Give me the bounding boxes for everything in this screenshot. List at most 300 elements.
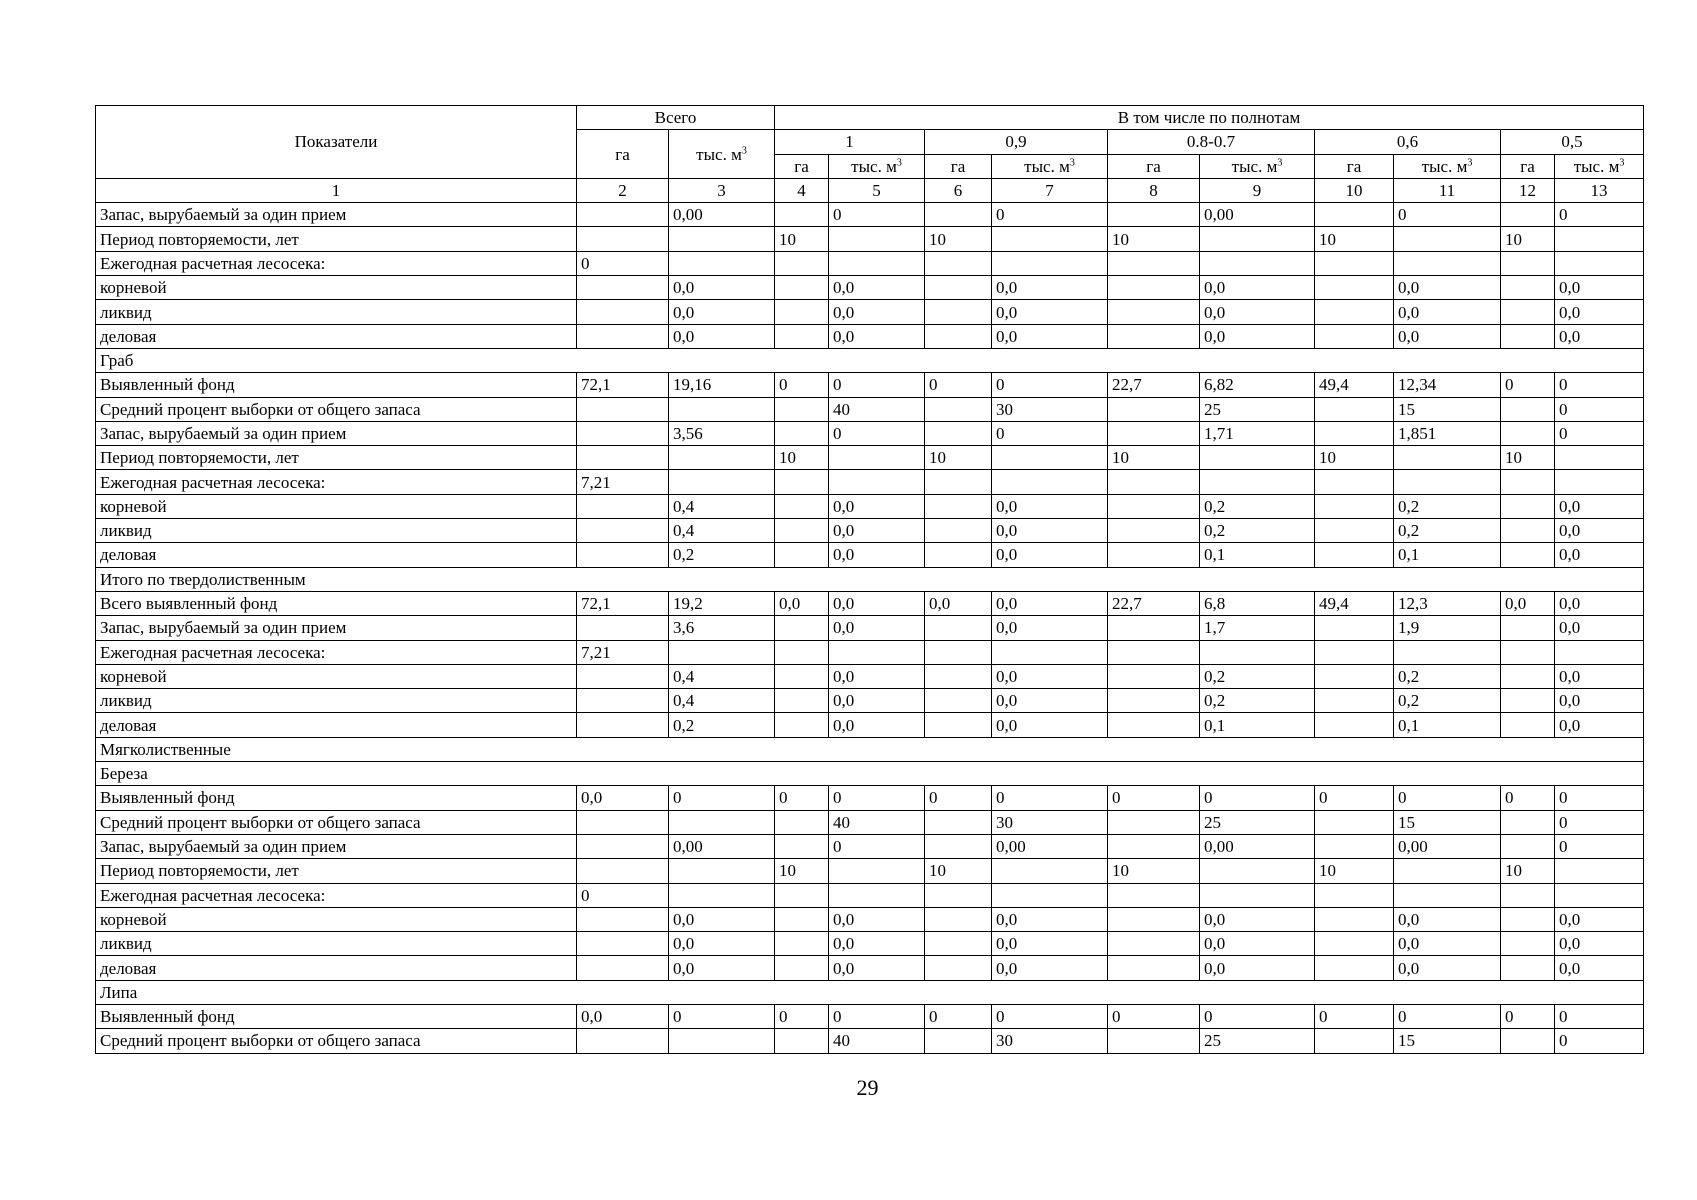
table-cell: 49,4 (1315, 373, 1394, 397)
table-cell: 0,2 (669, 543, 775, 567)
table-cell (829, 470, 925, 494)
table-cell (1501, 543, 1555, 567)
column-number: 5 (829, 178, 925, 202)
stock-table (95, 105, 1644, 1054)
table-cell (1315, 664, 1394, 688)
table-cell: 0,0 (992, 300, 1108, 324)
table-cell: 10 (1108, 446, 1200, 470)
row-label: Средний процент выборки от общего запаса (96, 1029, 577, 1053)
table-cell: 72,1 (577, 591, 669, 615)
table-cell (992, 859, 1108, 883)
table-cell: 0 (1555, 1004, 1644, 1028)
table-cell: 0,0 (992, 543, 1108, 567)
table-cell (925, 713, 992, 737)
table-cell (1315, 300, 1394, 324)
table-cell (1200, 640, 1315, 664)
table-cell (925, 421, 992, 445)
table-cell: 12,34 (1394, 373, 1501, 397)
header-volume: тыс. $м^3$ (829, 154, 925, 178)
table-cell (1108, 300, 1200, 324)
header-density-0-6: 0,6 (1315, 130, 1501, 154)
table-row (96, 227, 1644, 251)
table-cell (775, 1029, 829, 1053)
row-label: Ежегодная расчетная лесосека: (96, 640, 577, 664)
table-cell: 1,71 (1200, 421, 1315, 445)
table-cell (1501, 713, 1555, 737)
column-number-row (96, 178, 1644, 202)
table-cell: 0,0 (669, 324, 775, 348)
row-label: корневой (96, 276, 577, 300)
table-cell: 0,0 (669, 932, 775, 956)
table-cell (775, 640, 829, 664)
table-row (96, 251, 1644, 275)
table-cell (1501, 1029, 1555, 1053)
table-cell: 0 (1501, 1004, 1555, 1028)
table-cell (925, 664, 992, 688)
row-label: Выявленный фонд (96, 373, 577, 397)
table-cell (1501, 883, 1555, 907)
table-cell: 0,0 (1394, 276, 1501, 300)
table-cell: 0 (1555, 373, 1644, 397)
table-cell (775, 470, 829, 494)
row-label: Выявленный фонд (96, 786, 577, 810)
table-cell: 10 (925, 227, 992, 251)
table-cell: 10 (1315, 446, 1394, 470)
row-label: Ежегодная расчетная лесосека: (96, 883, 577, 907)
header-density-0-8-0-7: 0.8-0.7 (1108, 130, 1315, 154)
table-cell (925, 810, 992, 834)
table-cell: 0,0 (992, 907, 1108, 931)
table-cell (577, 616, 669, 640)
table-cell: 0 (1394, 203, 1501, 227)
table-cell: 49,4 (1315, 591, 1394, 615)
table-cell (669, 883, 775, 907)
table-cell: 0,4 (669, 664, 775, 688)
table-cell (1108, 1029, 1200, 1053)
table-cell (577, 494, 669, 518)
table-cell: 0 (829, 421, 925, 445)
table-cell: 0,00 (669, 203, 775, 227)
table-cell (577, 203, 669, 227)
table-cell: 3,6 (669, 616, 775, 640)
table-cell: 0,0 (1394, 324, 1501, 348)
table-cell: 0,0 (1394, 956, 1501, 980)
table-cell (829, 227, 925, 251)
table-cell (775, 689, 829, 713)
table-cell: 0 (1555, 786, 1644, 810)
table-cell: 40 (829, 397, 925, 421)
table-cell: 10 (1501, 227, 1555, 251)
table-cell (1315, 640, 1394, 664)
row-label: Запас, вырубаемый за один прием (96, 616, 577, 640)
table-cell: 0,0 (1394, 932, 1501, 956)
table-cell (925, 689, 992, 713)
table-row (96, 883, 1644, 907)
table-cell: 19,2 (669, 591, 775, 615)
table-cell: 0 (829, 203, 925, 227)
table-row (96, 1004, 1644, 1028)
table-cell (992, 640, 1108, 664)
table-row (96, 519, 1644, 543)
table-cell: 0,0 (1501, 591, 1555, 615)
section-title: Липа (96, 980, 1644, 1004)
table-cell (1501, 810, 1555, 834)
table-cell (775, 324, 829, 348)
row-label: Выявленный фонд (96, 1004, 577, 1028)
table-cell: 0,0 (1200, 300, 1315, 324)
table-cell: 0,0 (829, 689, 925, 713)
table-cell: 0,00 (992, 834, 1108, 858)
table-cell (1501, 616, 1555, 640)
table-cell (992, 251, 1108, 275)
row-label: Запас, вырубаемый за один прием (96, 203, 577, 227)
header-indicators: Показатели (96, 106, 577, 179)
table-cell: 0 (1200, 1004, 1315, 1028)
table-cell (1200, 227, 1315, 251)
row-label: деловая (96, 543, 577, 567)
table-cell (669, 859, 775, 883)
table-cell (775, 713, 829, 737)
table-cell (669, 227, 775, 251)
table-cell (1108, 470, 1200, 494)
table-cell (577, 834, 669, 858)
table-cell (1394, 446, 1501, 470)
table-cell (1394, 227, 1501, 251)
column-number: 8 (1108, 178, 1200, 202)
table-cell (1394, 883, 1501, 907)
table-cell (775, 543, 829, 567)
table-cell (829, 446, 925, 470)
table-cell (775, 834, 829, 858)
table-cell: 0 (992, 786, 1108, 810)
row-label: деловая (96, 713, 577, 737)
row-label: Запас, вырубаемый за один прием (96, 834, 577, 858)
table-cell (1315, 907, 1394, 931)
table-cell (1394, 640, 1501, 664)
table-cell (1501, 203, 1555, 227)
column-number: 3 (669, 178, 775, 202)
table-row (96, 664, 1644, 688)
table-cell: 0 (1394, 1004, 1501, 1028)
section-row (96, 980, 1644, 1004)
table-row (96, 956, 1644, 980)
table-cell: 0,0 (992, 616, 1108, 640)
table-row (96, 907, 1644, 931)
table-row (96, 543, 1644, 567)
table-cell (1501, 834, 1555, 858)
table-cell (925, 932, 992, 956)
table-cell (1315, 276, 1394, 300)
table-cell (1315, 810, 1394, 834)
table-cell (577, 664, 669, 688)
section-title: Мягколиственные (96, 737, 1644, 761)
table-cell: 0 (1108, 1004, 1200, 1028)
table-cell: 0 (669, 786, 775, 810)
table-cell: 0,0 (829, 519, 925, 543)
table-cell: 0,0 (1555, 956, 1644, 980)
table-cell: 0,00 (669, 834, 775, 858)
section-title: Береза (96, 762, 1644, 786)
table-cell (1200, 470, 1315, 494)
table-cell (925, 616, 992, 640)
table-cell (829, 251, 925, 275)
table-cell (1108, 519, 1200, 543)
header-volume: тыс. $м^3$ (1555, 154, 1644, 178)
table-cell: 10 (925, 859, 992, 883)
table-cell (925, 470, 992, 494)
table-cell (775, 810, 829, 834)
header-volume: тыс. $м^3$ (992, 154, 1108, 178)
header-total-volume: тыс. $м^3$ (669, 130, 775, 179)
table-row (96, 470, 1644, 494)
table-cell (925, 1029, 992, 1053)
table-cell: 0 (1501, 786, 1555, 810)
table-cell: 25 (1200, 1029, 1315, 1053)
table-cell: 0,0 (992, 689, 1108, 713)
table-cell: 0 (1555, 1029, 1644, 1053)
table-cell (1501, 494, 1555, 518)
table-cell (1315, 883, 1394, 907)
table-cell (829, 859, 925, 883)
table-cell: 0,0 (669, 907, 775, 931)
row-label: деловая (96, 956, 577, 980)
row-label: корневой (96, 664, 577, 688)
table-cell: 0,0 (577, 1004, 669, 1028)
table-cell (1108, 810, 1200, 834)
table-cell: 3,56 (669, 421, 775, 445)
column-number: 7 (992, 178, 1108, 202)
table-row (96, 834, 1644, 858)
header-total-ha: га (577, 130, 669, 179)
column-number: 1 (96, 178, 577, 202)
table-cell: 10 (1501, 859, 1555, 883)
header-volume: тыс. $м^3$ (1200, 154, 1315, 178)
table-cell (775, 251, 829, 275)
table-cell (1501, 664, 1555, 688)
table-cell: 0,0 (1555, 689, 1644, 713)
table-cell (577, 227, 669, 251)
table-cell: 7,21 (577, 470, 669, 494)
table-row (96, 591, 1644, 615)
table-cell (1394, 470, 1501, 494)
table-cell: 0 (775, 373, 829, 397)
table-cell: 0,0 (669, 956, 775, 980)
row-label: Период повторяемости, лет (96, 859, 577, 883)
table-cell: 0,0 (577, 786, 669, 810)
table-cell: 0 (577, 251, 669, 275)
table-cell (1315, 956, 1394, 980)
table-cell (925, 834, 992, 858)
table-cell: 1,9 (1394, 616, 1501, 640)
table-cell (1108, 834, 1200, 858)
table-cell: 22,7 (1108, 373, 1200, 397)
table-cell: 0,0 (992, 932, 1108, 956)
table-cell: 0,0 (992, 276, 1108, 300)
table-cell: 0 (577, 883, 669, 907)
table-cell: 0 (829, 786, 925, 810)
table-cell: 0 (1315, 786, 1394, 810)
table-cell (1501, 397, 1555, 421)
table-cell (669, 397, 775, 421)
table-cell (1315, 616, 1394, 640)
table-cell (1315, 251, 1394, 275)
row-label: Период повторяемости, лет (96, 446, 577, 470)
table-row (96, 640, 1644, 664)
table-row (96, 689, 1644, 713)
table-cell (577, 713, 669, 737)
table-row (96, 421, 1644, 445)
table-cell: 30 (992, 1029, 1108, 1053)
table-cell (775, 300, 829, 324)
table-cell: 0 (992, 1004, 1108, 1028)
table-cell (775, 203, 829, 227)
row-label: Период повторяемости, лет (96, 227, 577, 251)
table-cell (1501, 470, 1555, 494)
table-cell: 0,0 (1394, 907, 1501, 931)
table-cell (829, 883, 925, 907)
table-cell (1108, 907, 1200, 931)
table-cell: 0,00 (1394, 834, 1501, 858)
table-cell: 0 (1555, 834, 1644, 858)
row-label: деловая (96, 324, 577, 348)
table-cell (775, 276, 829, 300)
table-cell (1501, 251, 1555, 275)
table-cell (775, 956, 829, 980)
table-cell: 0,0 (829, 956, 925, 980)
table-cell (1555, 470, 1644, 494)
table-cell (1555, 446, 1644, 470)
table-header (96, 106, 1644, 179)
table-cell (1315, 543, 1394, 567)
table-cell: 0,2 (1200, 519, 1315, 543)
table-cell (1501, 932, 1555, 956)
table-cell (775, 421, 829, 445)
table-cell (1200, 883, 1315, 907)
table-cell (925, 251, 992, 275)
table-cell: 0,2 (1200, 494, 1315, 518)
table-cell: 0,0 (992, 956, 1108, 980)
table-cell: 40 (829, 810, 925, 834)
table-row (96, 324, 1644, 348)
table-cell: 0 (925, 786, 992, 810)
table-cell: 0,0 (669, 300, 775, 324)
table-cell: 0,0 (992, 713, 1108, 737)
table-cell (1394, 859, 1501, 883)
table-cell: 0,0 (1394, 300, 1501, 324)
header-ha: га (1501, 154, 1555, 178)
table-cell: 0,1 (1394, 543, 1501, 567)
table-cell: 15 (1394, 397, 1501, 421)
table-cell: 0,00 (1200, 203, 1315, 227)
row-label: корневой (96, 494, 577, 518)
table-cell: 0 (1315, 1004, 1394, 1028)
row-label: Запас, вырубаемый за один прием (96, 421, 577, 445)
column-number: 11 (1394, 178, 1501, 202)
table-cell (1108, 543, 1200, 567)
table-cell (775, 494, 829, 518)
table-cell (1501, 956, 1555, 980)
column-number: 6 (925, 178, 992, 202)
table-cell (1200, 859, 1315, 883)
table-cell: 10 (1108, 859, 1200, 883)
table-cell: 0,2 (1200, 689, 1315, 713)
table-cell: 0,0 (829, 591, 925, 615)
table-cell (992, 446, 1108, 470)
table-cell (577, 276, 669, 300)
table-cell: 0,0 (1555, 543, 1644, 567)
table-cell: 15 (1394, 810, 1501, 834)
table-cell: 0,0 (1555, 519, 1644, 543)
table-cell (1501, 324, 1555, 348)
table-cell (577, 324, 669, 348)
header-density-0-9: 0,9 (925, 130, 1108, 154)
table-cell: 0,0 (992, 324, 1108, 348)
table-cell (1108, 616, 1200, 640)
row-label: ликвид (96, 932, 577, 956)
row-label: Ежегодная расчетная лесосека: (96, 251, 577, 275)
table-cell: 0,0 (829, 494, 925, 518)
table-cell (669, 640, 775, 664)
page-number: 29 (856, 1075, 879, 1100)
table-cell: 0 (829, 373, 925, 397)
table-cell: 0 (925, 1004, 992, 1028)
table-cell (925, 956, 992, 980)
table-cell: 0,0 (1555, 616, 1644, 640)
row-label: корневой (96, 907, 577, 931)
table-cell: 0 (1200, 786, 1315, 810)
table-cell (1315, 324, 1394, 348)
table-cell (1501, 907, 1555, 931)
table-cell: 10 (925, 446, 992, 470)
table-cell: 30 (992, 810, 1108, 834)
table-row (96, 276, 1644, 300)
table-cell (925, 300, 992, 324)
column-number: 4 (775, 178, 829, 202)
table-cell (992, 470, 1108, 494)
table-cell: 0,0 (1555, 300, 1644, 324)
table-cell (925, 519, 992, 543)
row-label: Средний процент выборки от общего запаса (96, 397, 577, 421)
table-cell (1108, 689, 1200, 713)
table-cell: 10 (775, 446, 829, 470)
table-row (96, 616, 1644, 640)
table-cell (1315, 203, 1394, 227)
table-cell (1394, 251, 1501, 275)
table-cell (669, 1029, 775, 1053)
table-cell (1555, 883, 1644, 907)
table-cell (1108, 494, 1200, 518)
section-title: Итого по твердолиственным (96, 567, 1644, 591)
header-density-0-5: 0,5 (1501, 130, 1644, 154)
table-cell: 0,0 (925, 591, 992, 615)
column-number: 13 (1555, 178, 1644, 202)
table-row (96, 446, 1644, 470)
table-cell (1501, 300, 1555, 324)
table-row (96, 397, 1644, 421)
table-cell: 72,1 (577, 373, 669, 397)
section-title: Граб (96, 348, 1644, 372)
table-cell (925, 907, 992, 931)
table-row (96, 713, 1644, 737)
table-cell (577, 810, 669, 834)
table-cell: 0 (1108, 786, 1200, 810)
table-cell (1315, 713, 1394, 737)
table-cell (577, 859, 669, 883)
table-cell: 0,2 (1200, 664, 1315, 688)
table-cell: 0 (1555, 203, 1644, 227)
table-cell: 0 (775, 1004, 829, 1028)
header-density-1: 1 (775, 130, 925, 154)
